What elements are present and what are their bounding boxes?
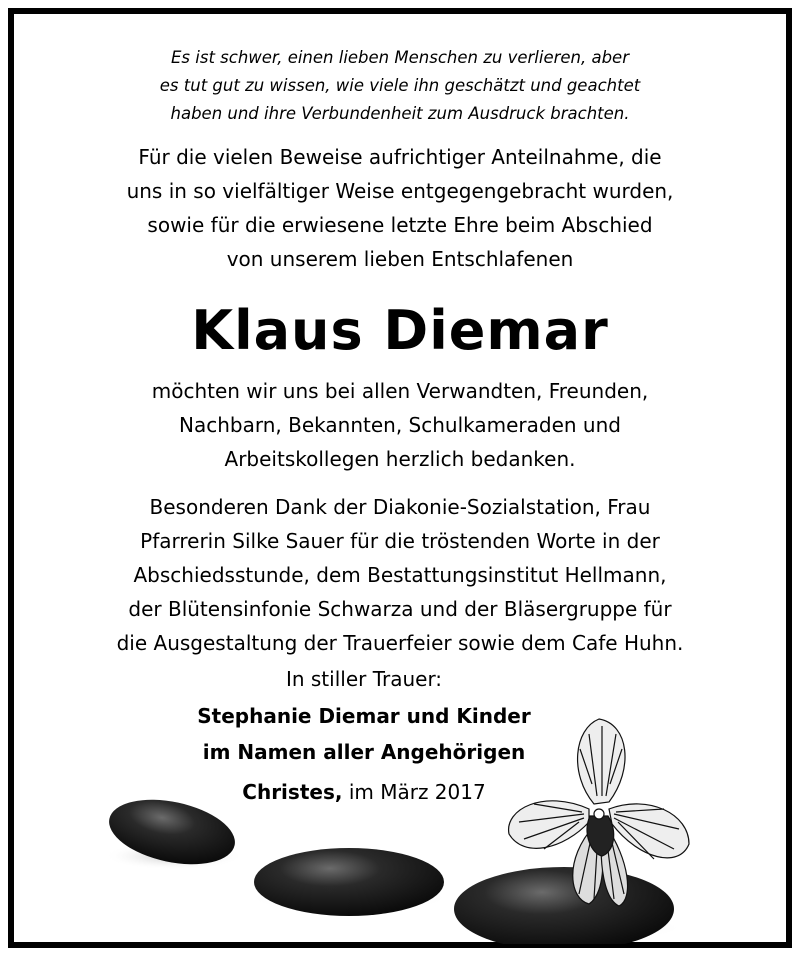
date: im März 2017	[348, 780, 486, 804]
place-and-date	[14, 774, 714, 810]
obituary-frame	[8, 8, 792, 948]
special-thanks-paragraph	[14, 490, 786, 660]
intro-line: uns in so vielfältiger Weise entgegengebracht wurden,	[126, 179, 674, 203]
place: Christes,	[242, 780, 343, 804]
quote-line: es tut gut zu wissen, wie viele ihn geschätzt und geachtet	[159, 76, 641, 95]
intro-line: von unserem lieben Entschlafenen	[226, 247, 574, 271]
special-thanks-line: Besonderen Dank der Diakonie-Sozialstation, Frau	[149, 495, 651, 519]
quote-line: Es ist schwer, einen lieben Menschen zu verlieren, aber	[171, 48, 629, 67]
intro-line: Für die vielen Beweise aufrichtiger Anteilnahme, die	[138, 145, 662, 169]
thanks-line: Nachbarn, Bekannten, Schulkameraden und	[179, 413, 621, 437]
condolence-quote	[14, 44, 786, 128]
obituary-content	[14, 14, 786, 942]
thanks-line: möchten wir uns bei allen Verwandten, Freunden,	[151, 379, 649, 403]
quote-line: haben und ihre Verbundenheit zum Ausdruck brachten.	[170, 104, 630, 123]
stone-right	[454, 867, 674, 944]
special-thanks-line: der Blütensinfonie Schwarza und der Bläsergruppe für	[128, 597, 672, 621]
special-thanks-line: die Ausgestaltung der Trauerfeier sowie dem Cafe Huhn.	[116, 631, 684, 655]
thanks-paragraph	[14, 374, 786, 476]
stone-middle	[254, 848, 444, 916]
intro-line: sowie für die erwiesene letzte Ehre beim Abschied	[147, 213, 653, 237]
deceased-name: Klaus Diemar	[191, 299, 609, 362]
signature-line-2: im Namen aller Angehörigen	[202, 740, 526, 764]
signature-intro: In stiller Trauer:	[285, 667, 443, 691]
special-thanks-line: Abschiedsstunde, dem Bestattungsinstitut Hellmann,	[133, 563, 667, 587]
intro-paragraph	[14, 140, 786, 276]
signature-line-1: Stephanie Diemar und Kinder	[197, 704, 531, 728]
thanks-line: Arbeitskollegen herzlich bedanken.	[224, 447, 576, 471]
special-thanks-line: Pfarrerin Silke Sauer für die tröstenden Worte in der	[140, 529, 660, 553]
